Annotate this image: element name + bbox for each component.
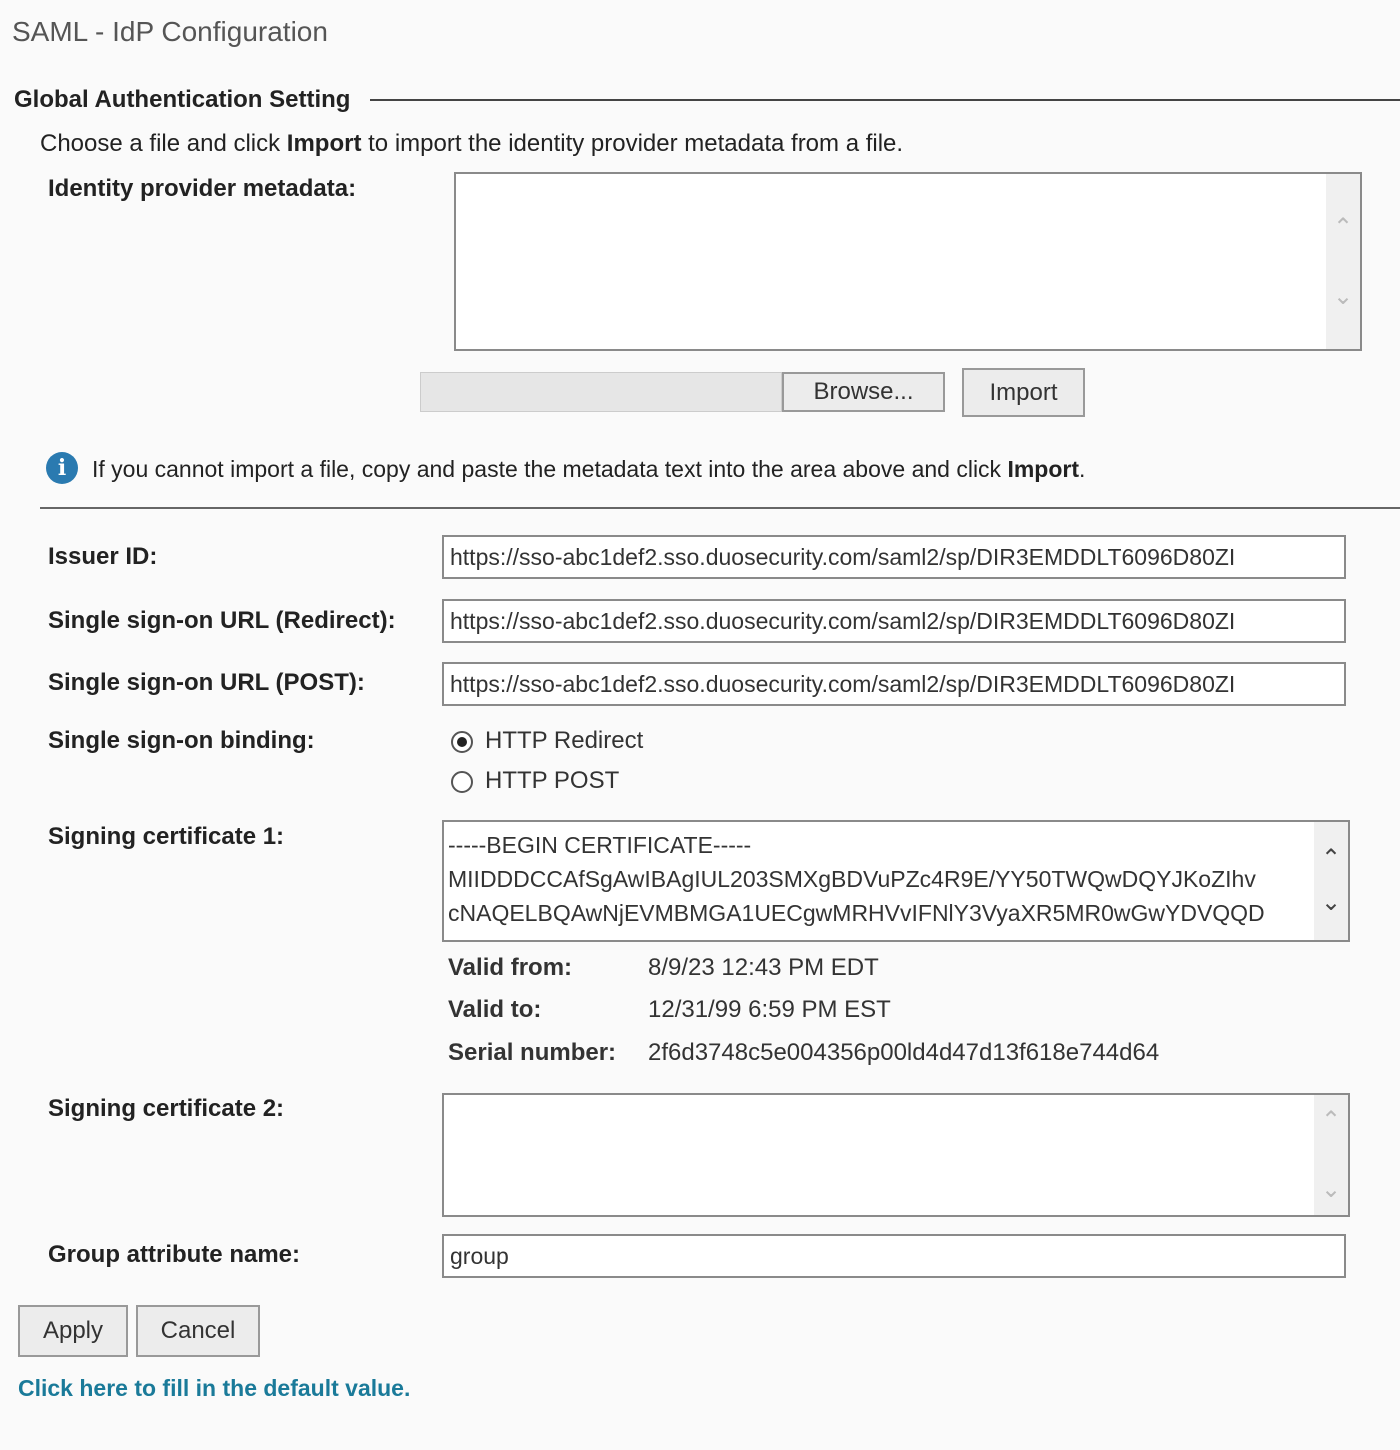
cert2-scrollbar[interactable] (1314, 1095, 1348, 1215)
chevron-up-icon: ⌃ (1320, 1107, 1342, 1134)
issuer-id-label: Issuer ID: (48, 543, 158, 570)
sso-post-input[interactable]: https://sso-abc1def2.sso.duosecurity.com/saml2/sp/DIR3EMDDLT6096D80ZI (442, 662, 1346, 706)
radio-label: HTTP Redirect (485, 727, 644, 754)
info-bold: Import (1007, 456, 1080, 482)
cert2-label: Signing certificate 2: (48, 1095, 285, 1122)
cert1-textarea[interactable] (442, 820, 1350, 942)
serial-label: Serial number: (448, 1039, 617, 1066)
metadata-textarea[interactable] (454, 172, 1362, 351)
chevron-up-icon: ⌃ (1332, 213, 1354, 241)
radio-unselected[interactable] (451, 771, 473, 793)
sso-redirect-label: Single sign-on URL (Redirect): (48, 607, 396, 634)
file-path-field[interactable] (420, 372, 782, 412)
cert-line: -----BEGIN CERTIFICATE----- (448, 832, 752, 858)
cert2-textarea[interactable] (442, 1093, 1350, 1217)
cert1-scrollbar[interactable] (1314, 822, 1348, 940)
valid-to-label: Valid to: (448, 996, 542, 1023)
radio-label: HTTP POST (485, 767, 620, 794)
section-title: Global Authentication Setting (14, 86, 354, 114)
group-attr-input[interactable]: group (442, 1234, 1346, 1278)
metadata-label: Identity provider metadata: (48, 175, 357, 202)
import-button[interactable]: Import (962, 368, 1085, 417)
section-divider (370, 99, 1400, 101)
info-before: If you cannot import a file, copy and paste the metadata text into the area above and click (92, 456, 1008, 482)
intro-after: to import the identity provider metadata from a file. (361, 130, 904, 157)
serial-value: 2f6d3748c5e004356p00ld4d47d13f618e744d64 (648, 1039, 1160, 1066)
chevron-down-icon: ⌄ (1332, 282, 1354, 310)
valid-from-label: Valid from: (448, 954, 573, 981)
group-attr-label: Group attribute name: (48, 1241, 301, 1268)
issuer-id-input[interactable]: https://sso-abc1def2.sso.duosecurity.com/saml2/sp/DIR3EMDDLT6096D80ZI (442, 535, 1346, 579)
cancel-button[interactable]: Cancel (136, 1305, 260, 1357)
info-text (92, 456, 1085, 483)
page-title: SAML - IdP Configuration (12, 16, 328, 47)
default-value-link[interactable]: Click here to fill in the default value. (18, 1375, 411, 1401)
sso-post-label: Single sign-on URL (POST): (48, 669, 365, 696)
cert-line: cNAQELBQAwNjEVMBMGA1UECgwMRHVvIFNlY3VyaXR5MR0wGwYDVQQD (448, 900, 1265, 926)
valid-to-value: 12/31/99 6:59 PM EST (648, 996, 891, 1023)
cert1-label: Signing certificate 1: (48, 823, 285, 850)
radio-http-redirect[interactable] (451, 727, 643, 755)
radio-http-post[interactable] (451, 767, 619, 795)
valid-from-value: 8/9/23 12:43 PM EDT (648, 954, 879, 981)
info-after: . (1079, 456, 1086, 482)
intro-bold: Import (286, 130, 362, 157)
binding-label: Single sign-on binding: (48, 727, 315, 754)
metadata-scrollbar[interactable] (1326, 174, 1360, 349)
cert-line: MIIDDDCCAfSgAwIBAgIUL203SMXgBDVuPZc4R9E/YY50TWQwDQYJKoZIhv (448, 866, 1256, 892)
intro-text (40, 130, 903, 158)
radio-selected[interactable] (451, 731, 473, 753)
browse-button[interactable]: Browse... (782, 372, 945, 412)
divider (40, 507, 1400, 509)
sso-redirect-input[interactable]: https://sso-abc1def2.sso.duosecurity.com/saml2/sp/DIR3EMDDLT6096D80ZI (442, 599, 1346, 643)
intro-before: Choose a file and click (40, 130, 287, 157)
chevron-up-icon: ⌃ (1320, 845, 1342, 872)
apply-button[interactable]: Apply (18, 1305, 128, 1357)
info-icon: i (46, 452, 78, 484)
chevron-down-icon: ⌄ (1320, 1176, 1342, 1203)
chevron-down-icon: ⌄ (1320, 889, 1342, 916)
